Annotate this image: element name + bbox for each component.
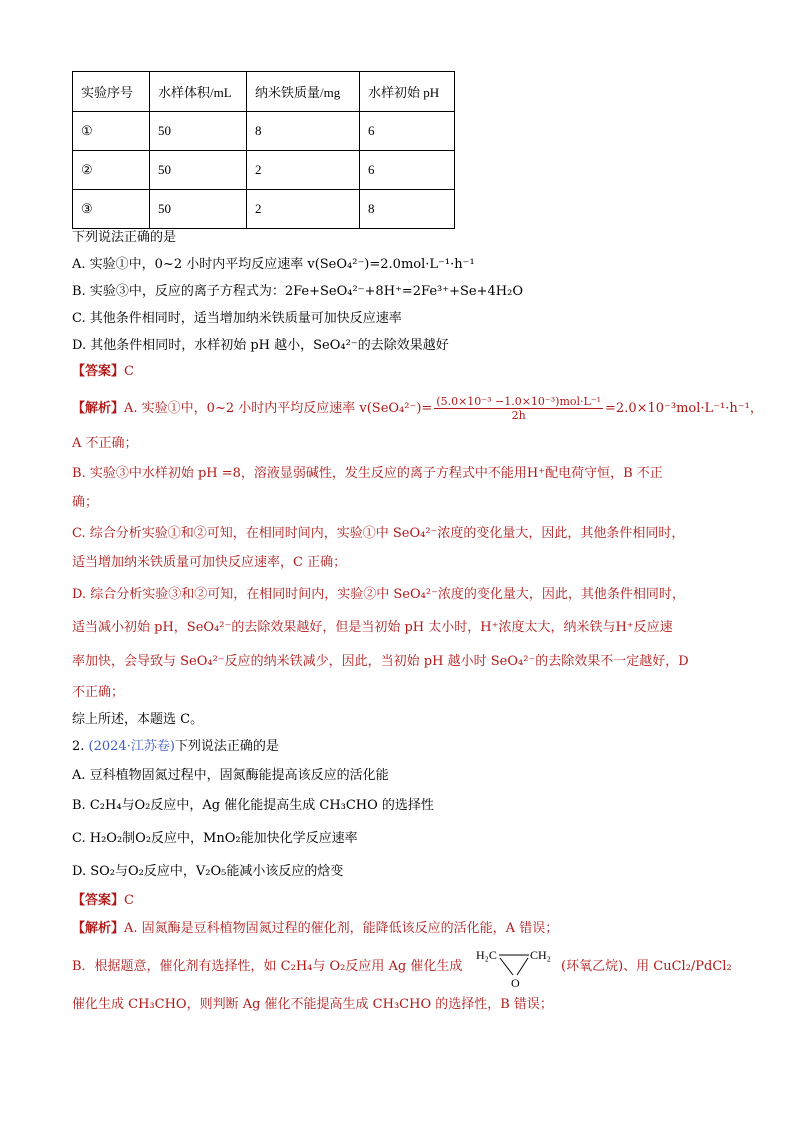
analysis-label: 【解析】 [72,921,125,936]
answer-label: 【答案】 [72,364,125,379]
q2-stem: 下列说法正确的是 [174,739,279,754]
q1-analysis-c-2: 适当增加纳米铁质量可加快反应速率，C 正确； [72,555,347,570]
q2-analysis-b-1-left: B．根据题意，催化剂有选择性，如 C₂H₄与 O₂反应用 Ag 催化生成 [72,959,463,974]
q2-analysis-b-2: 催化生成 CH₃CHO，则判断 Ag 催化不能提高生成 CH₃CHO 的选择性，B 错误； [72,997,553,1012]
q1-analysis-c-1: C. 综合分析实验①和②可知，在相同时间内，实验①中 SeO₄²⁻浓度的变化量大，因此，其他条件相同时， [72,526,685,541]
answer-value: C [124,893,134,908]
q1-option-d: D. 其他条件相同时，水样初始 pH 越小，SeO₄²⁻的去除效果越好 [72,338,449,353]
table-header-row [73,72,455,112]
table-cell: 50 [150,190,247,229]
answer-value: C [124,364,134,379]
q2-option-c: C. H₂O₂制O₂反应中，MnO₂能加快化学反应速率 [72,831,358,846]
answer-label: 【答案】 [72,893,125,908]
q1-analysis-d-1: D. 综合分析实验③和②可知，在相同时间内，实验②中 SeO₄²⁻浓度的变化量大，因此，其他条件相同时， [72,587,685,602]
analysis-text: A. 实验①中，0~2 小时内平均反应速率 v(SeO₄²⁻)= [124,401,433,416]
table-row [73,112,455,151]
q1-analysis-d-2: 适当减小初始 pH，SeO₄²⁻的去除效果越好，但是当初始 pH 太小时，H⁺浓度太大，纳米铁与H⁺反应速 [72,620,673,635]
q2-header [72,738,279,756]
q1-analysis-a [72,394,763,424]
epoxide-left-label: H₂C [476,948,497,962]
q2-number: 2. [72,739,85,754]
q1-option-a: A. 实验①中，0~2 小时内平均反应速率 v(SeO₄²⁻)=2.0mol·L⁻¹·h⁻¹ [72,257,475,272]
q1-summary: 综上所述，本题选 C。 [72,712,204,727]
q2-source: (2024·江苏卷) [88,739,175,754]
analysis-text: A. 固氮酶是豆科植物固氮过程的催化剂，能降低该反应的活化能，A 错误； [124,921,559,936]
table-cell: 2 [247,151,360,190]
epoxide-bond [500,958,513,975]
table-row [73,190,455,229]
q2-answer [72,892,134,910]
table-cell: ① [73,112,150,151]
table-cell: 8 [247,112,360,151]
q2-option-a: A. 豆科植物固氮过程中，固氮酶能提高该反应的活化能 [72,768,389,783]
q1-analysis-b-2: 确； [72,495,99,510]
q2-analysis-b-1-right: (环氧乙烷)、用 CuCl₂/PdCl₂ [561,959,732,974]
q2-option-d: D. SO₂与O₂反应中，V₂O₅能减小该反应的焓变 [72,864,344,879]
q1-analysis-d-3: 率加快，会导致与 SeO₄²⁻反应的纳米铁减少，因此，当初始 pH 越小时 SeO₄²⁻的去除效果不一定越好，D [72,654,689,669]
rate-fraction [434,395,603,422]
table-header-cell: 水样体积/mL [150,72,247,112]
table-header-cell: 实验序号 [73,72,150,112]
epoxide-structure [476,943,560,989]
table-cell: 2 [247,190,360,229]
table-cell: ③ [73,190,150,229]
epoxide-bond [517,958,528,975]
analysis-label: 【解析】 [72,401,125,416]
q1-analysis-d-4: 不正确； [72,685,125,700]
q1-analysis-a-2: A 不正确； [72,436,138,451]
q2-analysis-a [72,920,558,938]
table-cell: ② [73,151,150,190]
table-cell: 6 [360,112,455,151]
q1-answer [72,363,134,381]
table-header-cell: 水样初始 pH [360,72,455,112]
table-cell: 50 [150,151,247,190]
q2-option-b: B. C₂H₄与O₂反应中，Ag 催化能提高生成 CH₃CHO 的选择性 [72,798,434,813]
fraction-denominator: 2h [511,409,526,422]
q1-option-c: C. 其他条件相同时，适当增加纳米铁质量可加快反应速率 [72,311,402,326]
table-cell: 8 [360,190,455,229]
q1-stem: 下列说法正确的是 [72,230,177,245]
analysis-text: =2.0×10⁻³mol·L⁻¹·h⁻¹， [605,401,763,416]
experiment-table [72,71,455,229]
table-header-cell: 纳米铁质量/mg [247,72,360,112]
fraction-numerator: (5.0×10⁻³ −1.0×10⁻³)mol·L⁻¹ [436,395,602,408]
epoxide-oxygen-label: O [511,976,520,989]
table-row [73,151,455,190]
epoxide-right-label: CH₂ [530,948,551,962]
table-cell: 6 [360,151,455,190]
q1-analysis-b-1: B. 实验③中水样初始 pH =8，溶液显弱碱性，发生反应的离子方程式中不能用H⁺配电荷守恒，B 不正 [72,466,663,481]
q1-option-b: B. 实验③中，反应的离子方程式为：2Fe+SeO₄²⁻+8H⁺=2Fe³⁺+Se+4H₂O [72,284,523,299]
table-cell: 50 [150,112,247,151]
